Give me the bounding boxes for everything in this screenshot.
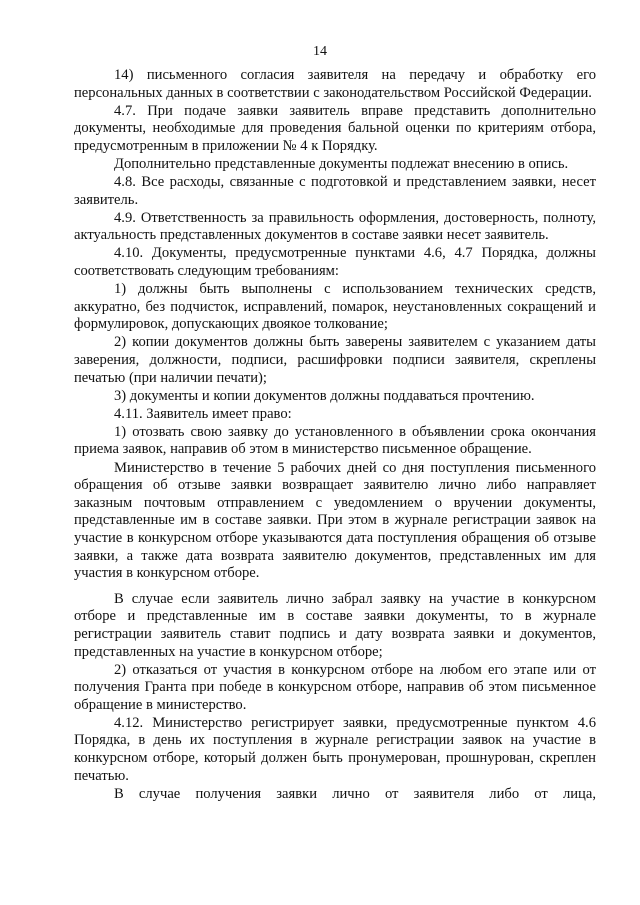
- paragraph-4-7: 4.7. При подаче заявки заявитель вправе представить дополнительно документы, необходимые для проведения бальной оценки по критериям отбора, предусмотренным в приложении № 4 к Порядку.: [74, 102, 596, 154]
- paragraph-4-10-item-2: 2) копии документов должны быть заверены заявителем с указанием даты заверения, должности, подписи, расшифровки подписи заявителя, скреплены печатью (при наличии печати);: [74, 334, 596, 386]
- paragraph-4-10-item-3: 3) документы и копии документов должны поддаваться прочтению.: [114, 387, 535, 404]
- paragraph-4-11-item-1: 1) отозвать свою заявку до установленного в объявлении срока окончания приема заявок, направив об этом в министерство письменное обращение.: [74, 423, 596, 458]
- paragraph-4-10: 4.10. Документы, предусмотренные пунктами 4.6, 4.7 Порядка, должны соответствовать следующим требованиям:: [74, 245, 596, 280]
- paragraph-4-10-item-1: 1) должны быть выполнены с использованием технических средств, аккуратно, без подчисток, исправлений, помарок, неустановленных сокращений и формулировок, допускающих двоякое толкование;: [74, 281, 596, 333]
- paragraph-item-14: 14) письменного согласия заявителя на передачу и обработку его персональных данных в соответствии с законодательством Российской Федерации.: [74, 67, 596, 101]
- paragraph-4-11-item-2: 2) отказаться от участия в конкурсном отборе на любом его этапе или от получения Гранта при победе в конкурсном отборе, направив об этом письменное обращение в министерство.: [74, 661, 596, 713]
- paragraph-4-12: 4.12. Министерство регистрирует заявки, предусмотренные пунктом 4.6 Порядка, в день их поступления в журнале регистрации заявок на участие в конкурсном отборе, который должен быть пронумерован, прошнурован, скреплен печатью.: [74, 714, 596, 784]
- page-number: 14: [313, 44, 327, 59]
- paragraph-personal-pickup: В случае если заявитель лично забрал заявку на участие в конкурсном отборе и представленные им в составе заявки документы, то в журнале регистрации заявитель ставит подпись и дату возврата заявки и документов, представленных на участие в конкурсном отборе;: [74, 590, 596, 660]
- paragraph-4-9: 4.9. Ответственность за правильность оформления, достоверность, полноту, актуальность представленных документов в составе заявки несет заявитель.: [74, 209, 596, 244]
- paragraph-4-11: 4.11. Заявитель имеет право:: [114, 405, 292, 422]
- paragraph-4-8: 4.8. Все расходы, связанные с подготовкой и представлением заявки, несет заявитель.: [74, 174, 596, 208]
- document-body: [74, 67, 596, 803]
- paragraph-additional-docs: Дополнительно представленные документы подлежат внесению в опись.: [114, 155, 569, 172]
- paragraph-ministry-return: Министерство в течение 5 рабочих дней со дня поступления письменного обращения об отзыве заявки возвращает заявителю лично либо направляет заказным почтовым отправлением с уведомлением о вручении документы, представленные им в составе заявки. При этом в журнале регистрации заявок на участие в конкурсном отборе указываются дата поступления обращения об отзыве заявки, а также дата возврата заявителю документов, представленных им для участия в конкурсном отборе.: [74, 459, 596, 582]
- paragraph-receipt-personal: В случае получения заявки лично от заявителя либо от лица,: [114, 785, 596, 802]
